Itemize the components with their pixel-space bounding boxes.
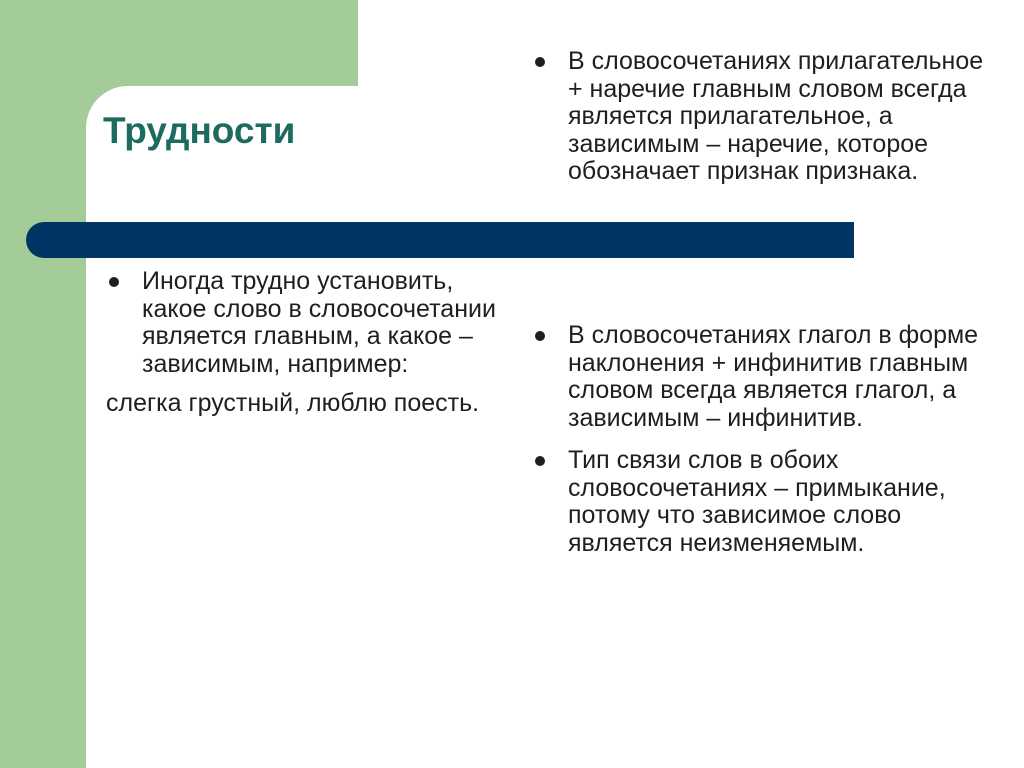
slide-title: Трудности — [103, 110, 296, 151]
bottom-right-list — [532, 322, 1002, 557]
left-text-block — [106, 268, 506, 418]
list-item: В словосочетаниях глагол в форме наклонения + инфинитив главным словом всегда является глагол, а зависимым – инфинитив. — [532, 322, 1002, 432]
divider-bar — [26, 222, 854, 258]
example-text: слегка грустный, люблю поесть. — [106, 389, 480, 417]
list-item: Тип связи слов в обоих словосочетаниях – примыкание, потому что зависимое слово является неизменяемым. — [532, 447, 1002, 557]
list-item: В словосочетаниях прилагательное + наречие главным словом всегда является прилагательное, а зависимым – наречие, которое обозначает признак признака. — [532, 48, 1002, 186]
left-list — [106, 268, 506, 378]
list-item: Иногда трудно установить, какое слово в словосочетании является главным, а какое – зависимым, например: — [106, 268, 506, 378]
top-right-list — [532, 48, 1002, 186]
